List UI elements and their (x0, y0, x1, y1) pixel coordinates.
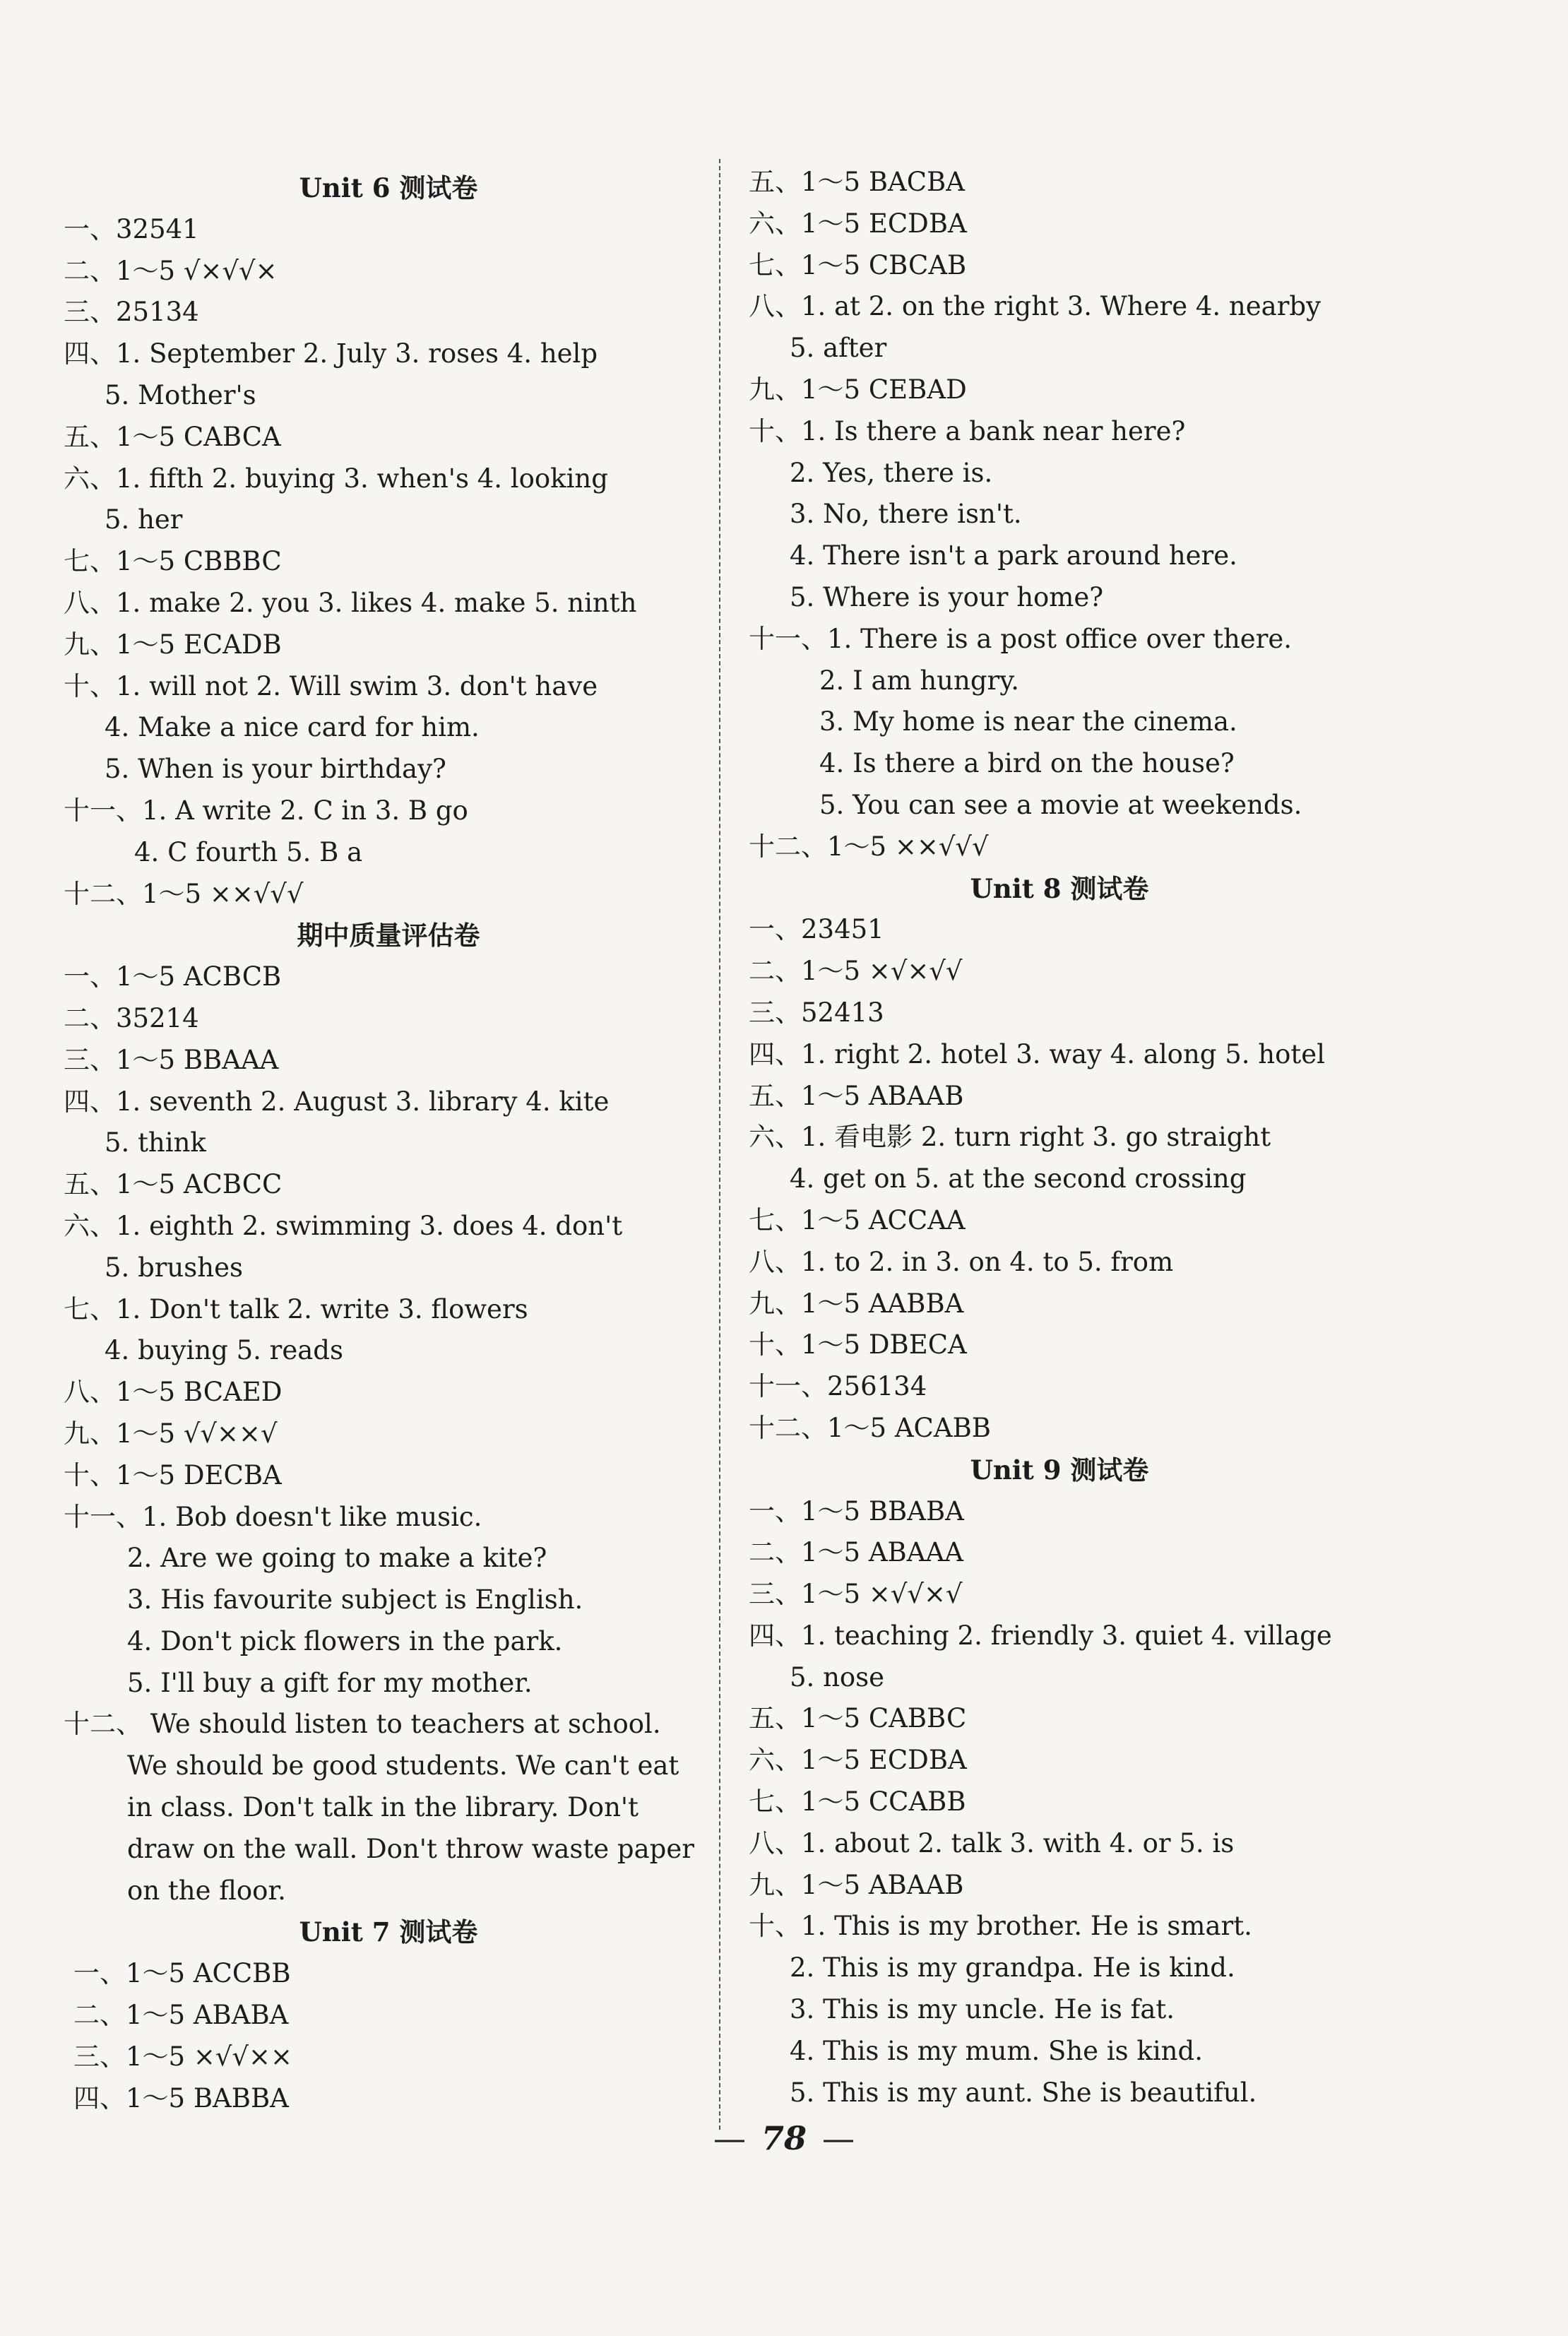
answer-line: 四、1～5 BABBA (73, 2082, 289, 2113)
answer-line: 二、1～5 √×√√× (64, 255, 278, 286)
answer-line: 5. Where is your home? (790, 581, 1104, 612)
answer-line: 三、1～5 ×√√×× (73, 2041, 293, 2072)
answer-line: 4. Make a nice card for him. (105, 712, 480, 743)
answer-line: 八、1. to 2. in 3. on 4. to 5. from (749, 1246, 1174, 1277)
answer-line: 5. her (105, 504, 183, 535)
answer-line: 十一、1. There is a post office over there. (749, 623, 1293, 654)
answer-line: 十一、256134 (749, 1371, 927, 1402)
answer-line: 三、1～5 ×√√×√ (749, 1579, 963, 1610)
answer-line: 九、1～5 CEBAD (749, 374, 967, 405)
answer-line: 2. Are we going to make a kite? (127, 1543, 547, 1574)
answer-line: 十二、1～5 ACABB (749, 1412, 991, 1443)
answer-line: 十、1～5 DBECA (749, 1329, 967, 1360)
answer-line: 五、1～5 CABBC (749, 1703, 967, 1734)
answer-line: 4. buying 5. reads (105, 1335, 343, 1366)
answer-line: 2. Yes, there is. (790, 457, 993, 488)
answer-line: 七、1～5 CBCAB (749, 249, 967, 280)
answer-line: 四、1. teaching 2. friendly 3. quiet 4. village (749, 1620, 1332, 1651)
answer-line: 二、35214 (64, 1002, 199, 1033)
answer-line: 2. This is my grandpa. He is kind. (790, 1952, 1235, 1984)
answer-line: 3. This is my uncle. He is fat. (790, 1994, 1175, 2025)
answer-line: 4. This is my mum. She is kind. (790, 2035, 1203, 2066)
answer-line: 5. after (790, 333, 887, 364)
answer-line: 九、1～5 AABBA (749, 1288, 964, 1319)
answer-line: 十、1～5 DECBA (64, 1459, 282, 1490)
answer-line: 5. brushes (105, 1252, 243, 1283)
answer-line: 十二、1～5 ××√√√ (64, 878, 304, 909)
section-title: Unit 7 测试卷 (299, 1916, 478, 1948)
answer-line: 二、1～5 ×√×√√ (749, 956, 963, 987)
answer-line: 七、1～5 CCABB (749, 1786, 966, 1818)
answer-line: 4. There isn't a park around here. (790, 540, 1237, 571)
answer-line: 九、1～5 √√××√ (64, 1418, 278, 1449)
answer-line: 二、1～5 ABAAA (749, 1537, 963, 1568)
page-number-footer (0, 2119, 1568, 2157)
answer-line: 十二、1～5 ××√√√ (749, 831, 989, 862)
answer-line: 二、1～5 ABABA (73, 2000, 289, 2031)
answer-line: 十、1. Is there a bank near here? (749, 415, 1186, 446)
answer-line: 2. I am hungry. (819, 665, 1019, 696)
answer-line: 3. My home is near the cinema. (819, 706, 1237, 737)
answer-line: on the floor. (127, 1875, 286, 1906)
footer-dash-right: — (822, 2119, 855, 2157)
answer-line: 六、1. 看电影 2. turn right 3. go straight (749, 1122, 1271, 1153)
answer-line: 七、1～5 ACCAA (749, 1204, 966, 1235)
answer-line: 四、1. right 2. hotel 3. way 4. along 5. hotel (749, 1038, 1325, 1069)
answer-line: 十一、1. Bob doesn't like music. (64, 1501, 482, 1532)
answer-line: 一、1～5 BBABA (749, 1495, 964, 1526)
answer-line: 五、1～5 ABAAB (749, 1080, 964, 1111)
answer-line: 九、1～5 ABAAB (749, 1869, 964, 1900)
answer-line: 八、1. about 2. talk 3. with 4. or 5. is (749, 1827, 1235, 1858)
answer-line: 十、1. This is my brother. He is smart. (749, 1911, 1252, 1942)
column-divider (719, 159, 720, 2130)
answer-line: 一、32541 (64, 213, 199, 244)
answer-line: in class. Don't talk in the library. Don't (127, 1792, 639, 1823)
answer-line: 一、1～5 ACBCB (64, 961, 282, 992)
answer-line: 七、1～5 CBBBC (64, 546, 282, 577)
answer-line: 八、1. make 2. you 3. likes 4. make 5. ninth (64, 587, 637, 618)
answer-line: 七、1. Don't talk 2. write 3. flowers (64, 1293, 528, 1324)
section-title: Unit 8 测试卷 (970, 872, 1149, 904)
answer-line: 5. nose (790, 1661, 885, 1692)
answer-line: 六、1～5 ECDBA (749, 1745, 967, 1776)
answer-line: 三、52413 (749, 997, 884, 1028)
answer-line: 3. His favourite subject is English. (127, 1584, 583, 1615)
answer-line: 4. C fourth 5. B a (134, 836, 363, 867)
section-title: Unit 6 测试卷 (299, 172, 478, 203)
answer-line: 一、23451 (749, 914, 884, 945)
answer-line: 五、1～5 BACBA (749, 167, 965, 197)
answer-line: 八、1. at 2. on the right 3. Where 4. nearby (749, 291, 1321, 322)
answer-line: 4. get on 5. at the second crossing (790, 1163, 1247, 1194)
answer-line: 一、1～5 ACCBB (73, 1958, 291, 1989)
answer-line: 五、1～5 CABCA (64, 421, 281, 452)
left-column (64, 167, 713, 2119)
answer-line: 5. This is my aunt. She is beautiful. (790, 2077, 1257, 2108)
right-column (749, 162, 1370, 2113)
answer-line: 六、1～5 ECDBA (749, 208, 967, 239)
page-number: 78 (761, 2119, 807, 2157)
answer-line: draw on the wall. Don't throw waste paper (127, 1833, 694, 1864)
answer-line: 九、1～5 ECADB (64, 629, 282, 660)
answer-line: 5. I'll buy a gift for my mother. (127, 1667, 533, 1698)
answer-line: 4. Don't pick flowers in the park. (127, 1625, 563, 1656)
answer-line: 四、1. seventh 2. August 3. library 4. kite (64, 1086, 610, 1117)
answer-line: 5. think (105, 1127, 206, 1158)
answer-line: 三、1～5 BBAAA (64, 1044, 279, 1075)
answer-line: 五、1～5 ACBCC (64, 1169, 283, 1200)
answer-line: 5. Mother's (105, 379, 256, 410)
answer-line: 3. No, there isn't. (790, 499, 1022, 530)
section-title: Unit 9 测试卷 (970, 1454, 1149, 1486)
section-title: 期中质量评估卷 (297, 920, 480, 951)
answer-line: 三、25134 (64, 297, 199, 328)
footer-dash-left: — (713, 2119, 746, 2157)
answer-line: 5. When is your birthday? (105, 754, 446, 785)
answer-line: 八、1～5 BCAED (64, 1377, 283, 1408)
answer-line: 四、1. September 2. July 3. roses 4. help (64, 338, 598, 369)
answer-line: 六、1. fifth 2. buying 3. when's 4. looking (64, 463, 608, 494)
answer-line: 十、1. will not 2. Will swim 3. don't have (64, 670, 598, 701)
answer-line: 十二、 We should listen to teachers at school. (64, 1709, 661, 1740)
answer-line: 4. Is there a bird on the house? (819, 748, 1235, 779)
answer-line: 5. You can see a movie at weekends. (819, 789, 1302, 820)
answer-line: 十一、1. A write 2. C in 3. B go (64, 795, 468, 826)
answer-line: 六、1. eighth 2. swimming 3. does 4. don't (64, 1210, 623, 1241)
answer-line: We should be good students. We can't eat (127, 1750, 679, 1781)
